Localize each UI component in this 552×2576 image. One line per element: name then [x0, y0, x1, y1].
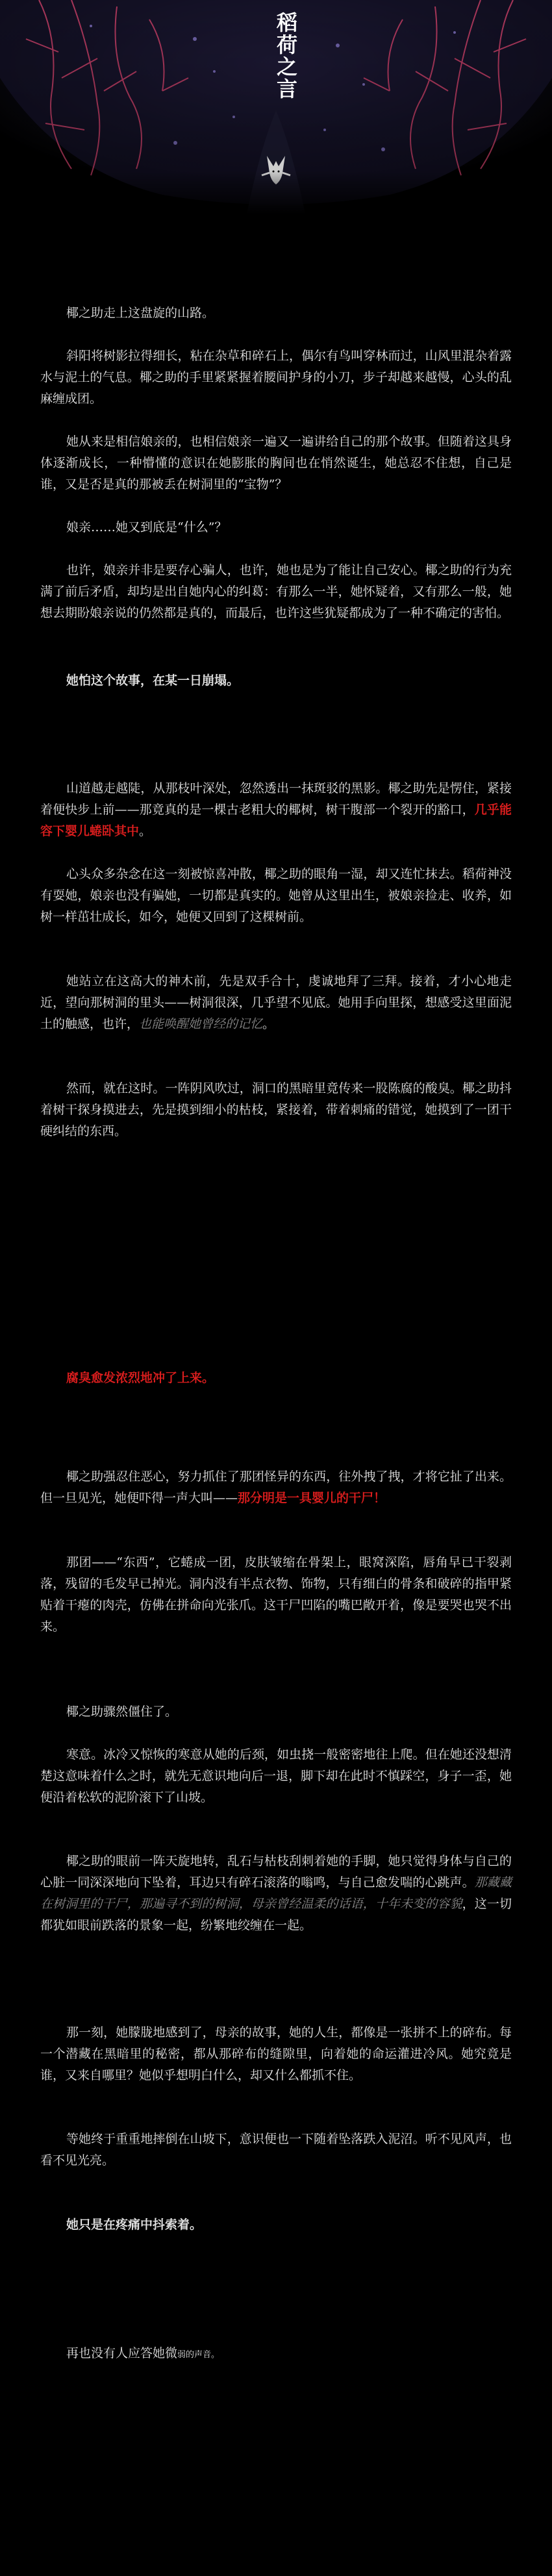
paragraph-6-text: 山道越走越陡，从那枝叶深处，忽然透出一抹斑驳的黑影。椰之助先是愣住，紧接着便快步上前——那竟真的是一棵古老粗大的椰树，树干腹部一个裂开的豁口，	[40, 781, 512, 817]
standalone-line-1: 她怕这个故事，在某一日崩塌。	[66, 673, 240, 688]
paragraph-4: 娘亲……她又到底是“什么”？	[66, 520, 227, 534]
standalone-line-3: 她只是在疼痛中抖索着。	[66, 2218, 203, 2232]
paragraph-16: 等她终于重重地摔倒在山坡下，意识便也一下随着坠落跌入泥沼。听不见风声，也看不见光亮。	[40, 2132, 512, 2168]
paragraph-14	[0, 1851, 552, 1936]
paragraph-6	[0, 778, 552, 842]
paragraph-2: 斜阳将树影拉得细长，粘在杂草和碎石上，偶尔有鸟叫穿林而过，山风里混杂着露水与泥土的气息。椰之助的手里紧紧握着腰间护身的小刀，步子却越来越慢，心头的乱麻缠成团。	[40, 349, 512, 406]
paragraph-9: 然而，就在这时。一阵阴风吹过，洞口的黑暗里竟传来一股陈腐的酸臭。椰之助抖着树干探身摸进去，先是摸到细小的枯枝，紧接着，带着刺痛的错觉，她摸到了一团干硬纠结的东西。	[40, 1081, 512, 1138]
standalone-line-2: 腐臭愈发浓烈地冲了上来。	[66, 1371, 215, 1385]
standalone-line-4-small: 弱的声音。	[177, 2350, 220, 2360]
page-title: 稻荷之言	[273, 12, 298, 100]
paragraph-7: 心头众多杂念在这一刻被惊喜冲散，椰之助的眼角一湿，却又连忙抹去。稻荷神没有耍她，娘亲也没有骗她，一切都是真实的。她曾从这里出生，被娘亲捡走、收养，如树一样茁壮成长，如今，她便又回到了这棵树前。	[40, 867, 512, 924]
paragraph-6-highlight: 几乎能容下婴儿蜷卧其中	[40, 803, 512, 838]
paragraph-8	[0, 971, 552, 1035]
paragraph-11: 那团——“东西”，它蜷成一团，皮肤皱缩在骨架上，眼窝深陷，唇角早已干裂剥落，残留的毛发早已掉光。洞内没有半点衣物、饰物，只有细白的骨条和破碎的指甲紧贴着干瘪的肉壳，仿佛在拼命向光张爪。这干尸凹陷的嘴巴敞开着，像是要哭也哭不出来。	[40, 1555, 512, 1634]
standalone-line-4-main: 再也没有人应答她微	[66, 2346, 178, 2360]
paragraph-5: 也许，娘亲并非是要存心骗人，也许，她也是为了能让自己安心。椰之助的行为充满了前后矛盾，却均是出自她内心的纠葛：有那么一半，她怀疑着，又有那么一般，她想去期盼娘亲说的仍然都是真的，而最后，也许这些犹疑都成为了一种不确定的害怕。	[40, 563, 512, 620]
paragraph-10-text: 椰之助强忍住恶心，努力抓住了那团怪异的东西，往外拽了拽，才将它扯了出来。但一旦见光，她便吓得一声大叫——	[40, 1469, 512, 1505]
header-artwork	[0, 0, 552, 214]
paragraph-1: 椰之助走上这盘旋的山路。	[66, 306, 215, 320]
paragraph-8-end: 。	[262, 1017, 275, 1031]
paragraph-14-end: ，这一切都犹如眼前跌落的景象一起，纷繁地绞缠在一起。	[40, 1897, 512, 1932]
paragraph-10-highlight: 那分明是一具婴儿的干尸！	[238, 1491, 386, 1505]
paragraph-3: 她从来是相信娘亲的，也相信娘亲一遍又一遍讲给自己的那个故事。但随着这具身体逐渐成长，一种懵懂的意识在她膨胀的胸间也在悄然诞生，她总忍不住想，自己是谁，又是否是真的那被丢在树洞里的“宝物”？	[40, 434, 512, 492]
paragraph-13: 寒意。冰冷又惊恢的寒意从她的后颈，如虫挠一般密密地往上爬。但在她还没想清楚这意味着什么之时，就先无意识地向后一退，脚下却在此时不慎踩空，身子一歪，她便沿着松软的泥阶滚下了山坡。	[40, 1747, 512, 1805]
paragraph-14-italic: 那藏藏在树洞里的干尸，那遍寻不到的树洞，母亲曾经温柔的话语，十年未变的容貌	[40, 1875, 512, 1911]
standalone-line-4	[66, 2343, 220, 2366]
paragraph-12: 椰之助骤然僵住了。	[66, 1705, 178, 1719]
paragraph-8-italic: 也能唤醒她曾经的记忆	[139, 1017, 263, 1031]
paragraph-14-text: 椰之助的眼前一阵天旋地转，乱石与枯枝刮刺着她的手脚，她只觉得身体与自己的心脏一同深深地向下坠着，耳边只有碎石滚落的嗡鸣，与自己愈发喘的心跳声。	[40, 1854, 512, 1890]
paragraph-15: 那一刻，她朦胧地感到了，母亲的故事，她的人生，都像是一张拼不上的碎布。每一个潜藏在黑暗里的秘密，都从那碎布的缝隙里，向着她的命运灌进冷风。她究竟是谁，又来自哪里？她似乎想明白什么，却又什么都抓不住。	[40, 2025, 512, 2082]
paragraph-10	[0, 1466, 552, 1509]
paragraph-6-end: 。	[139, 824, 152, 838]
paragraph-8-text: 她站立在这高大的神木前，先是双手合十，虔诚地拜了三拜。接着，才小心地走近，望向那树洞的里头——树洞很深，几乎望不见底。她用手向里探，想感受这里面泥土的触感，也许，	[40, 974, 512, 1031]
